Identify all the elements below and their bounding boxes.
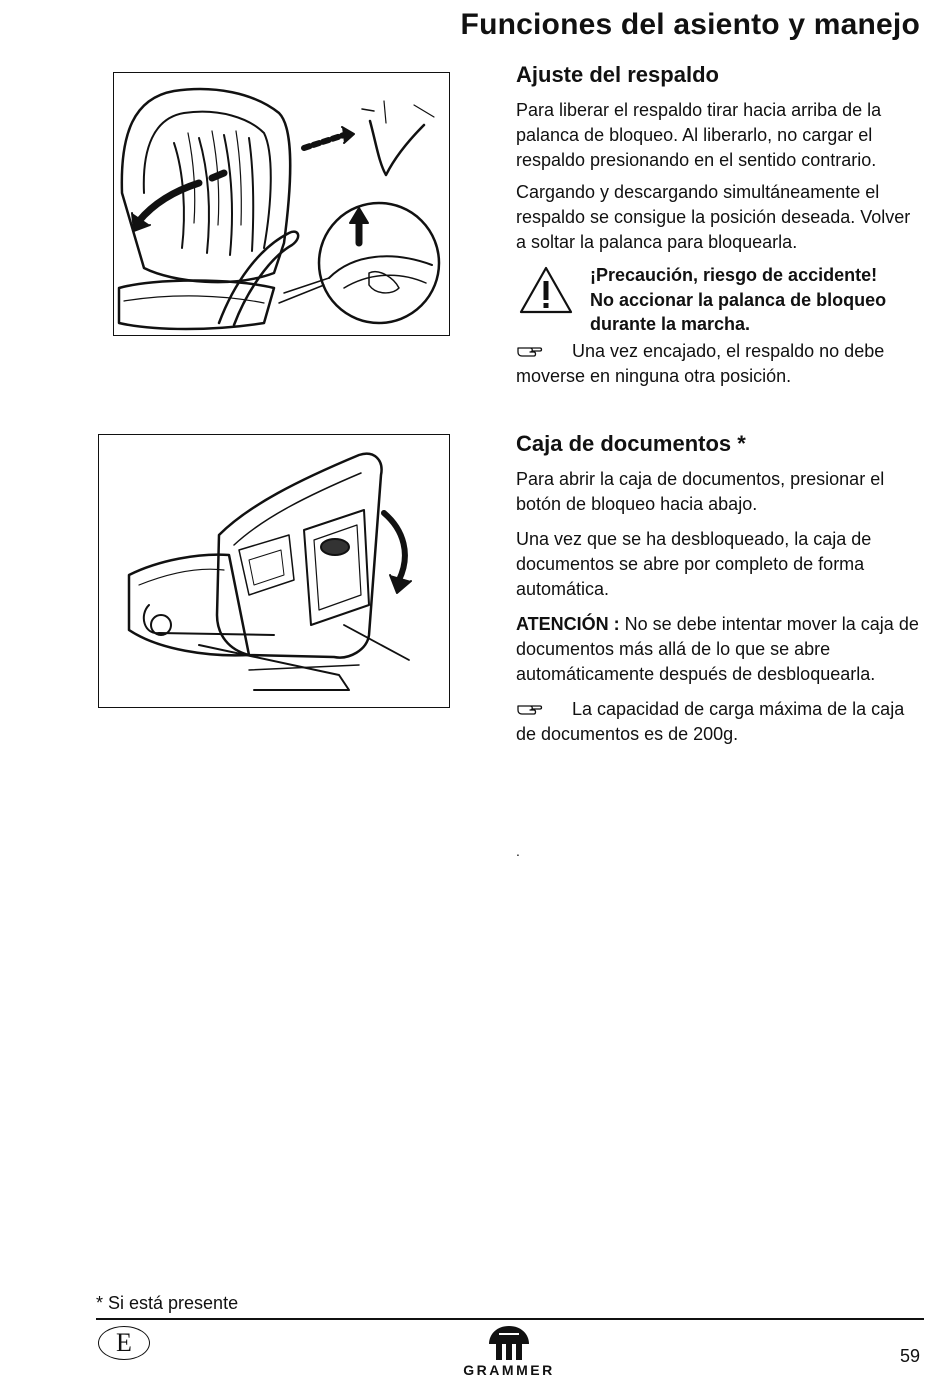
attention-text: No se debe intentar mover la caja de documentos más allá de lo que se abre automáticamente después de desbloquearla. xyxy=(516,614,919,684)
pointing-hand-icon xyxy=(516,700,544,716)
warning-body: No accionar la palanca de bloqueo durante la marcha. xyxy=(590,289,887,334)
page-title: Funciones del asiento y manejo xyxy=(460,8,920,41)
pointing-hand-icon xyxy=(516,342,544,358)
warning-triangle-icon xyxy=(518,265,574,315)
brand-name: GRAMMER xyxy=(463,1362,555,1378)
page-number: 59 xyxy=(899,1346,920,1366)
language-badge: E xyxy=(98,1326,150,1360)
backrest-para-1: Para liberar el respaldo tirar hacia arriba de la palanca de bloqueo. Al liberarlo, no cargar el respaldo presionando en el sentido contrario. xyxy=(516,100,882,170)
document-box-note-text: La capacidad de carga máxima de la caja de documentos es de 200g. xyxy=(516,699,905,744)
backrest-note xyxy=(516,339,920,389)
attention-label: ATENCIÓN : xyxy=(516,614,620,634)
attention-paragraph xyxy=(516,612,920,687)
footer-divider xyxy=(96,1318,924,1320)
warning-title: ¡Precaución, riesgo de accidente! xyxy=(590,265,878,285)
warning-block xyxy=(516,263,920,333)
backrest-para-2: Cargando y descargando simultáneamente el respaldo se consigue la posición deseada. Volver a soltar la palanca para bloquearla. xyxy=(516,182,911,252)
document-box-para-2: Una vez que se ha desbloqueado, la caja de documentos se abre por completo de forma automática. xyxy=(516,529,872,599)
document-box-note xyxy=(516,697,920,747)
document-box-section xyxy=(516,431,920,754)
backrest-heading: Ajuste del respaldo xyxy=(516,62,719,87)
backrest-adjustment-figure xyxy=(113,72,450,336)
stray-mark: . xyxy=(516,843,520,859)
grammer-logo-icon xyxy=(487,1324,531,1362)
backrest-section xyxy=(516,62,920,396)
footnote: * Si está presente xyxy=(96,1293,239,1313)
document-box-para-1: Para abrir la caja de documentos, presionar el botón de bloqueo hacia abajo. xyxy=(516,469,885,514)
backrest-note-text: Una vez encajado, el respaldo no debe moverse en ninguna otra posición. xyxy=(516,341,885,386)
document-box-heading: Caja de documentos * xyxy=(516,431,746,456)
brand-logo xyxy=(452,1324,566,1380)
document-box-figure xyxy=(98,434,450,708)
